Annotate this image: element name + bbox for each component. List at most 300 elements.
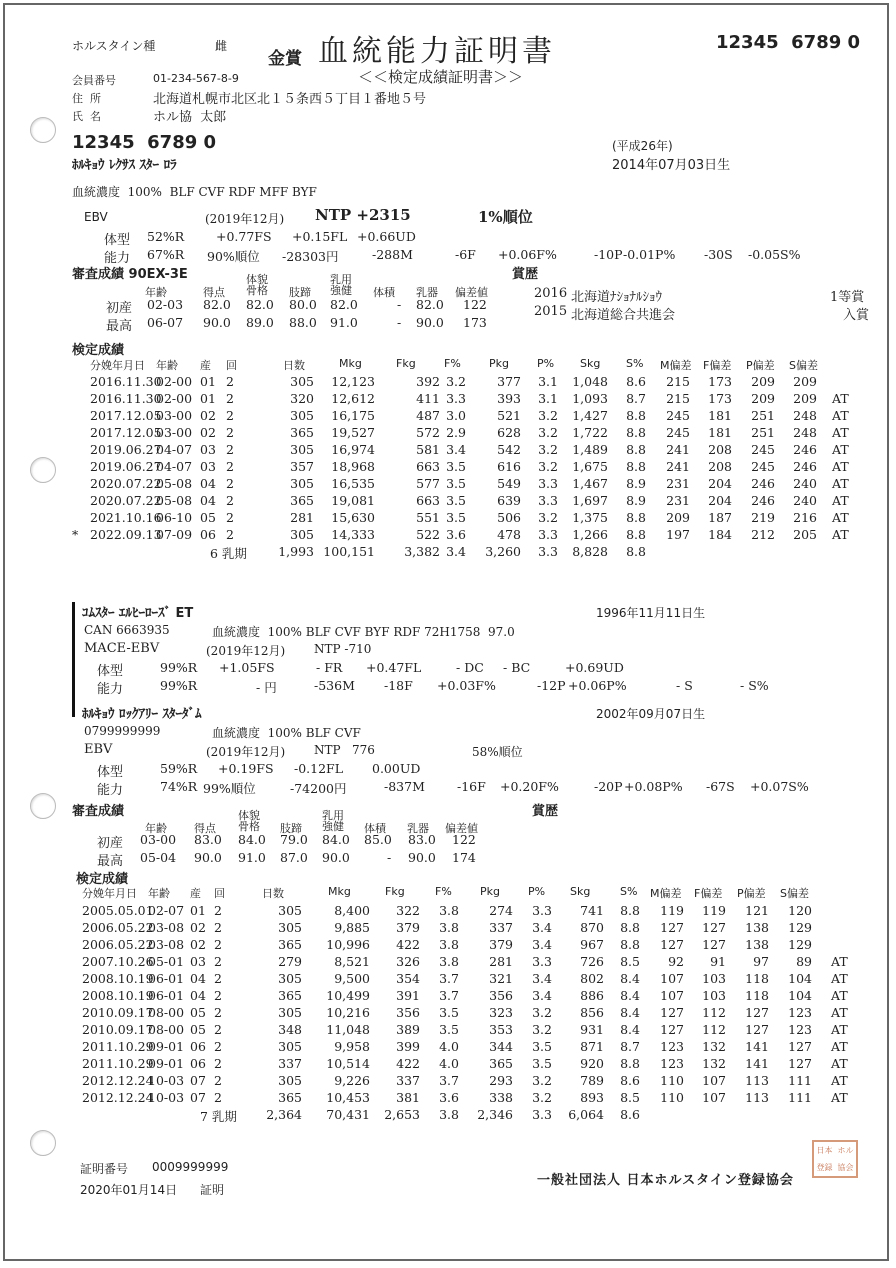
test-col-header: P偏差 [737, 887, 766, 900]
table-row [0, 1005, 896, 1022]
table-cell: 893 [580, 1090, 604, 1105]
table-cell: 241 [666, 459, 690, 474]
total-cell: 100,151 [323, 544, 375, 559]
table-cell: 8.8 [620, 1056, 640, 1071]
table-cell: 365 [290, 425, 314, 440]
dam-test-header [0, 885, 896, 902]
table-cell: 04 [190, 988, 206, 1003]
table-cell: 127 [660, 1022, 684, 1037]
type-value: 0.00UD [372, 761, 421, 776]
table-cell: 1,697 [572, 493, 608, 508]
table-cell: AT [832, 391, 849, 406]
total-cell: 8.8 [626, 544, 646, 559]
ability-value: -28303円 [282, 249, 339, 264]
ability-value: -74200円 [290, 781, 347, 796]
table-cell: 16,974 [331, 442, 375, 457]
table-row [0, 476, 896, 493]
table-cell: 127 [788, 1056, 812, 1071]
dam-ability-label: 能力 [97, 783, 124, 798]
table-cell: 3.5 [532, 1039, 552, 1054]
breed: ホルスタイン種 [72, 39, 156, 53]
table-cell: 2007.10.26 [82, 954, 154, 969]
ability-value: 90%順位 [207, 249, 260, 264]
table-cell: 663 [416, 459, 440, 474]
table-cell: 92 [668, 954, 684, 969]
judging-col-header: 乳用強健 [322, 809, 344, 833]
table-cell: 3.3 [532, 954, 552, 969]
table-cell: 8.8 [626, 425, 646, 440]
table-cell: 89 [796, 954, 812, 969]
table-cell: 3.7 [439, 988, 459, 1003]
table-cell: 2021.10.16 [90, 510, 162, 525]
sex: 雌 [215, 39, 228, 53]
table-cell: 357 [290, 459, 314, 474]
table-cell: 3.3 [538, 527, 558, 542]
ability-value: +0.06P% [568, 678, 627, 693]
judging-col-header: 肢蹄 [280, 822, 302, 835]
table-cell: 112 [702, 1022, 726, 1037]
judging-col-header: 得点 [194, 822, 216, 835]
ability-value: 99%順位 [203, 781, 256, 796]
table-cell: 9,885 [334, 920, 370, 935]
table-cell: 05-08 [156, 476, 193, 491]
table-cell: AT [832, 527, 849, 542]
test-header [0, 357, 896, 374]
table-cell: 3.2 [532, 1005, 552, 1020]
history-title: 賞歴 [512, 267, 539, 282]
table-row [0, 408, 896, 425]
ebv-label: EBV [84, 210, 108, 224]
table-cell: 3.2 [532, 1022, 552, 1037]
table-cell: 326 [396, 954, 420, 969]
table-cell: 8.9 [626, 493, 646, 508]
test-col-header: F% [444, 357, 461, 370]
certificate-date: 2020年01月14日 [80, 1183, 178, 1197]
ability-value: - 円 [256, 680, 277, 695]
table-cell: AT [831, 1022, 848, 1037]
stamp-char: 登録 [816, 1163, 833, 1172]
table-cell: 248 [793, 408, 817, 423]
table-row [0, 391, 896, 408]
table-cell: 8.8 [626, 442, 646, 457]
test-col-header: F偏差 [694, 887, 723, 900]
judging-cell: - [397, 315, 402, 330]
ability-value: -30S [704, 247, 733, 262]
table-cell: 06 [190, 1039, 206, 1054]
table-cell: 320 [290, 391, 314, 406]
judging-cell: 83.0 [194, 832, 222, 847]
address: 北海道札幌市北区北１５条西５丁目１番地５号 [153, 92, 427, 107]
table-cell: 2010.09.17 [82, 1005, 154, 1020]
table-cell: 204 [708, 493, 732, 508]
association-name: 一般社団法人 日本ホルスタイン登録協会 [537, 1173, 794, 1188]
table-cell: AT [831, 954, 848, 969]
judging-cell: 173 [463, 315, 487, 330]
table-cell: 281 [290, 510, 314, 525]
table-cell: 91 [710, 954, 726, 969]
table-cell: 110 [660, 1090, 684, 1105]
table-cell: 871 [580, 1039, 604, 1054]
table-cell: 18,968 [331, 459, 375, 474]
test-col-header: P偏差 [746, 359, 775, 372]
table-cell: 2019.06.27 [90, 459, 162, 474]
cow-registration-number: 12345 6789 0 [72, 132, 217, 153]
table-cell: 245 [751, 442, 775, 457]
table-cell: AT [831, 988, 848, 1003]
table-cell: 141 [745, 1056, 769, 1071]
total-cell: 8,828 [572, 544, 608, 559]
table-cell: 305 [278, 1005, 302, 1020]
judging-col-header: 体積 [373, 286, 395, 299]
table-cell: 616 [497, 459, 521, 474]
stamp-char: ホル [837, 1146, 854, 1155]
test-col-header: 日数 [262, 887, 284, 900]
table-cell: 293 [489, 1073, 513, 1088]
table-cell: 8.8 [620, 920, 640, 935]
test-col-header: P% [528, 885, 546, 898]
table-cell: 112 [702, 1005, 726, 1020]
total-cell: 3.8 [439, 1107, 459, 1122]
judging-cell: 83.0 [408, 832, 436, 847]
table-cell: 726 [580, 954, 604, 969]
table-cell: 2 [226, 493, 234, 508]
table-cell: 3.3 [538, 493, 558, 508]
table-cell: 216 [793, 510, 817, 525]
table-cell: 8.8 [620, 937, 640, 952]
table-cell: 2 [214, 1090, 222, 1105]
cow-name: ﾎﾙｷｮｳ ﾚｸｻｽ ｽﾀｰ ﾛﾗ [72, 158, 177, 173]
table-cell: 1,048 [572, 374, 608, 389]
total-cell: 3,260 [485, 544, 521, 559]
table-cell: 920 [580, 1056, 604, 1071]
table-cell: 741 [580, 903, 604, 918]
table-cell: 03-08 [148, 937, 185, 952]
dam-registration: 0799999999 [84, 724, 161, 738]
table-cell: 365 [290, 493, 314, 508]
table-cell: 663 [416, 493, 440, 508]
table-cell: 123 [660, 1039, 684, 1054]
table-cell: 2017.12.05 [90, 425, 162, 440]
table-cell: 240 [793, 493, 817, 508]
type-value: -0.12FL [294, 761, 344, 776]
table-cell: 354 [396, 971, 420, 986]
table-cell: 3.2 [446, 374, 466, 389]
table-cell: 8.5 [620, 954, 640, 969]
table-cell: 3.3 [538, 476, 558, 491]
sire-type-values [0, 660, 896, 677]
sire-ability-values [0, 678, 896, 695]
test-total [0, 544, 896, 561]
table-cell: 2 [226, 527, 234, 542]
table-cell: 248 [793, 425, 817, 440]
table-cell: 2 [226, 510, 234, 525]
era-year: (平成26年) [612, 139, 673, 153]
table-cell: 03 [200, 442, 216, 457]
ability-value: -288M [372, 247, 413, 262]
type-label: 体型 [104, 233, 131, 248]
total-cell: 3.4 [446, 544, 466, 559]
table-cell: 19,081 [331, 493, 375, 508]
table-cell: 1,375 [572, 510, 608, 525]
table-cell: 8.7 [620, 1039, 640, 1054]
table-cell: 1,489 [572, 442, 608, 457]
table-cell: 353 [489, 1022, 513, 1037]
table-cell: 2 [214, 937, 222, 952]
table-cell: 4.0 [439, 1056, 459, 1071]
test-col-header: 産 [190, 887, 201, 900]
ability-label: 能力 [104, 251, 131, 266]
total-cell: 3.3 [538, 544, 558, 559]
table-cell: 3.2 [538, 459, 558, 474]
table-cell: 3.5 [532, 1056, 552, 1071]
table-cell: 01 [200, 391, 216, 406]
table-cell: 1,675 [572, 459, 608, 474]
table-cell: 3.4 [532, 971, 552, 986]
table-cell: 15,630 [331, 510, 375, 525]
table-cell: 856 [580, 1005, 604, 1020]
test-col-header: Mkg [328, 885, 351, 898]
dam-judging-title: 審査成績 [72, 804, 125, 819]
table-cell: 06 [190, 1056, 206, 1071]
ability-value: +0.06F% [498, 247, 557, 262]
table-cell: 132 [702, 1056, 726, 1071]
table-cell: AT [831, 1090, 848, 1105]
table-cell: 3.8 [439, 920, 459, 935]
judging-cell: 174 [452, 850, 476, 865]
member-number: 01-234-567-8-9 [153, 72, 239, 85]
ability-value: -67S [706, 779, 735, 794]
table-cell: 113 [745, 1090, 769, 1105]
table-cell: 8.8 [626, 408, 646, 423]
member-label: 会員番号 [72, 74, 116, 87]
table-cell: 212 [751, 527, 775, 542]
table-row [0, 510, 896, 527]
table-cell: 245 [666, 408, 690, 423]
table-cell: 10-03 [148, 1090, 185, 1105]
table-cell: AT [832, 459, 849, 474]
table-cell: 542 [497, 442, 521, 457]
table-cell: 119 [702, 903, 726, 918]
award-row [0, 304, 896, 322]
table-cell: 197 [666, 527, 690, 542]
table-cell: 05-01 [148, 954, 185, 969]
table-cell: 127 [745, 1005, 769, 1020]
table-cell: 118 [745, 988, 769, 1003]
table-cell: 09-01 [148, 1039, 185, 1054]
table-cell: 204 [708, 476, 732, 491]
test-col-header: Mkg [339, 357, 362, 370]
table-cell: 111 [788, 1090, 812, 1105]
table-cell: 246 [751, 476, 775, 491]
sire-type-label: 体型 [97, 664, 124, 679]
table-cell: 113 [745, 1073, 769, 1088]
table-cell: 246 [751, 493, 775, 508]
table-cell: 10,453 [326, 1090, 370, 1105]
table-cell: 422 [396, 1056, 420, 1071]
table-cell: 138 [745, 937, 769, 952]
table-cell: 8.8 [626, 510, 646, 525]
total-cell: 8.6 [620, 1107, 640, 1122]
table-cell: 2 [226, 391, 234, 406]
certificate-number: 0009999999 [152, 1160, 229, 1174]
judging-cell: 122 [452, 832, 476, 847]
table-cell: 07-09 [156, 527, 193, 542]
table-cell: 12,123 [331, 374, 375, 389]
table-cell: 8.4 [620, 1005, 640, 1020]
table-cell: 577 [416, 476, 440, 491]
table-cell: 120 [788, 903, 812, 918]
table-cell: 8.8 [626, 459, 646, 474]
table-cell: AT [831, 1073, 848, 1088]
judging-cell: - [397, 297, 402, 312]
table-cell: 173 [708, 374, 732, 389]
dam-test-table [0, 903, 896, 1107]
judging-cell: 89.0 [246, 315, 274, 330]
table-cell: 245 [666, 425, 690, 440]
table-cell: 10,216 [326, 1005, 370, 1020]
table-cell: 3.8 [439, 954, 459, 969]
type-value: +0.19FS [218, 761, 274, 776]
table-cell: 2 [214, 1022, 222, 1037]
ability-value: 74%R [160, 779, 198, 794]
table-cell: 8.7 [626, 391, 646, 406]
cow-birth-date: 2014年07月03日生 [612, 158, 731, 173]
table-cell: 209 [793, 374, 817, 389]
type-value: +0.77FS [216, 229, 272, 244]
table-cell: 127 [660, 920, 684, 935]
test-col-header: 日数 [283, 359, 305, 372]
table-cell: 02-00 [156, 374, 193, 389]
table-cell: 305 [290, 442, 314, 457]
table-cell: 522 [416, 527, 440, 542]
table-cell: 2 [214, 971, 222, 986]
total-cell: 2,364 [266, 1107, 302, 1122]
judging-cell: 90.0 [194, 850, 222, 865]
table-cell: AT [832, 493, 849, 508]
judging-col-header: 体貌骨格 [238, 809, 260, 833]
table-row [0, 1039, 896, 1056]
test-col-header: 年齢 [148, 887, 170, 900]
table-cell: 8.4 [620, 971, 640, 986]
table-cell: 2 [214, 903, 222, 918]
judging-cell: 05-04 [140, 850, 177, 865]
table-cell: 209 [793, 391, 817, 406]
table-cell: 3.3 [446, 391, 466, 406]
table-cell: 8,400 [334, 903, 370, 918]
ability-values [0, 247, 896, 264]
table-cell: 365 [489, 1056, 513, 1071]
table-cell: 97 [753, 954, 769, 969]
table-cell: 14,333 [331, 527, 375, 542]
table-cell: 789 [580, 1073, 604, 1088]
table-cell: 8.8 [626, 527, 646, 542]
table-cell: 3.2 [538, 442, 558, 457]
dam-ntp: NTP 776 [314, 743, 375, 757]
table-cell: 05 [200, 510, 216, 525]
test-col-header: P% [537, 357, 555, 370]
sire-blood: 血統濃度 100% BLF CVF BYF RDF 72H1758 97.0 [212, 625, 515, 639]
table-cell: 3.1 [538, 391, 558, 406]
table-row [0, 459, 896, 476]
sire-ebv-label: MACE-EBV [84, 641, 160, 656]
table-cell: 123 [788, 1022, 812, 1037]
table-cell: 305 [290, 476, 314, 491]
table-cell: 8.8 [620, 903, 640, 918]
table-cell: 281 [489, 954, 513, 969]
table-cell: 3.7 [439, 1073, 459, 1088]
table-cell: 337 [489, 920, 513, 935]
table-cell: 02 [190, 920, 206, 935]
test-col-header: S% [620, 885, 638, 898]
table-cell: 08-00 [148, 1005, 185, 1020]
judging-col-header: 得点 [203, 286, 225, 299]
type-value: +1.05FS [219, 660, 275, 675]
dam-judging-table [0, 832, 896, 868]
test-header-row [0, 357, 896, 374]
table-cell: 205 [793, 527, 817, 542]
table-cell: 870 [580, 920, 604, 935]
table-cell: 1,266 [572, 527, 608, 542]
table-cell: 3.5 [446, 476, 466, 491]
table-cell: 246 [793, 442, 817, 457]
table-cell: 06-10 [156, 510, 193, 525]
table-cell: 215 [666, 374, 690, 389]
table-cell: 104 [788, 988, 812, 1003]
table-cell: 389 [396, 1022, 420, 1037]
judging-cell: 91.0 [330, 315, 358, 330]
table-cell: 393 [497, 391, 521, 406]
table-cell: 305 [278, 1073, 302, 1088]
ability-value: -10P [594, 247, 623, 262]
table-cell: 129 [788, 937, 812, 952]
sire-birth-date: 1996年11月11日生 [596, 606, 706, 620]
table-cell: 2 [226, 374, 234, 389]
table-cell: 305 [290, 527, 314, 542]
table-cell: AT [832, 476, 849, 491]
dam-ebv-date: (2019年12月) [206, 745, 286, 759]
table-cell: 9,500 [334, 971, 370, 986]
ebv-date: (2019年12月) [205, 212, 285, 226]
table-cell: 3.4 [532, 920, 552, 935]
table-cell: 123 [660, 1056, 684, 1071]
ability-value: -0.01P% [623, 247, 676, 262]
owner-name: ホル協 太郎 [153, 110, 227, 125]
judging-cell: 85.0 [364, 832, 392, 847]
table-cell: 2011.10.29 [82, 1039, 154, 1054]
table-cell: 305 [278, 903, 302, 918]
table-cell: 138 [745, 920, 769, 935]
total-cell: 1,993 [278, 544, 314, 559]
total-cell: 70,431 [326, 1107, 370, 1122]
judging-col-header: 年齢 [145, 822, 167, 835]
table-cell: 1,093 [572, 391, 608, 406]
table-cell: 8.5 [620, 1090, 640, 1105]
table-cell: 02-00 [156, 391, 193, 406]
table-cell: 8.9 [626, 476, 646, 491]
table-row [0, 971, 896, 988]
table-cell: 3.8 [439, 937, 459, 952]
judging-cell: 90.0 [416, 315, 444, 330]
ability-value: -20P [594, 779, 623, 794]
table-cell: 2019.06.27 [90, 442, 162, 457]
table-cell: 551 [416, 510, 440, 525]
test-col-header: M偏差 [650, 887, 682, 900]
table-cell: 379 [396, 920, 420, 935]
judging-row [0, 850, 896, 868]
table-cell: AT [832, 510, 849, 525]
test-col-header: S偏差 [789, 359, 818, 372]
table-cell: 1,722 [572, 425, 608, 440]
